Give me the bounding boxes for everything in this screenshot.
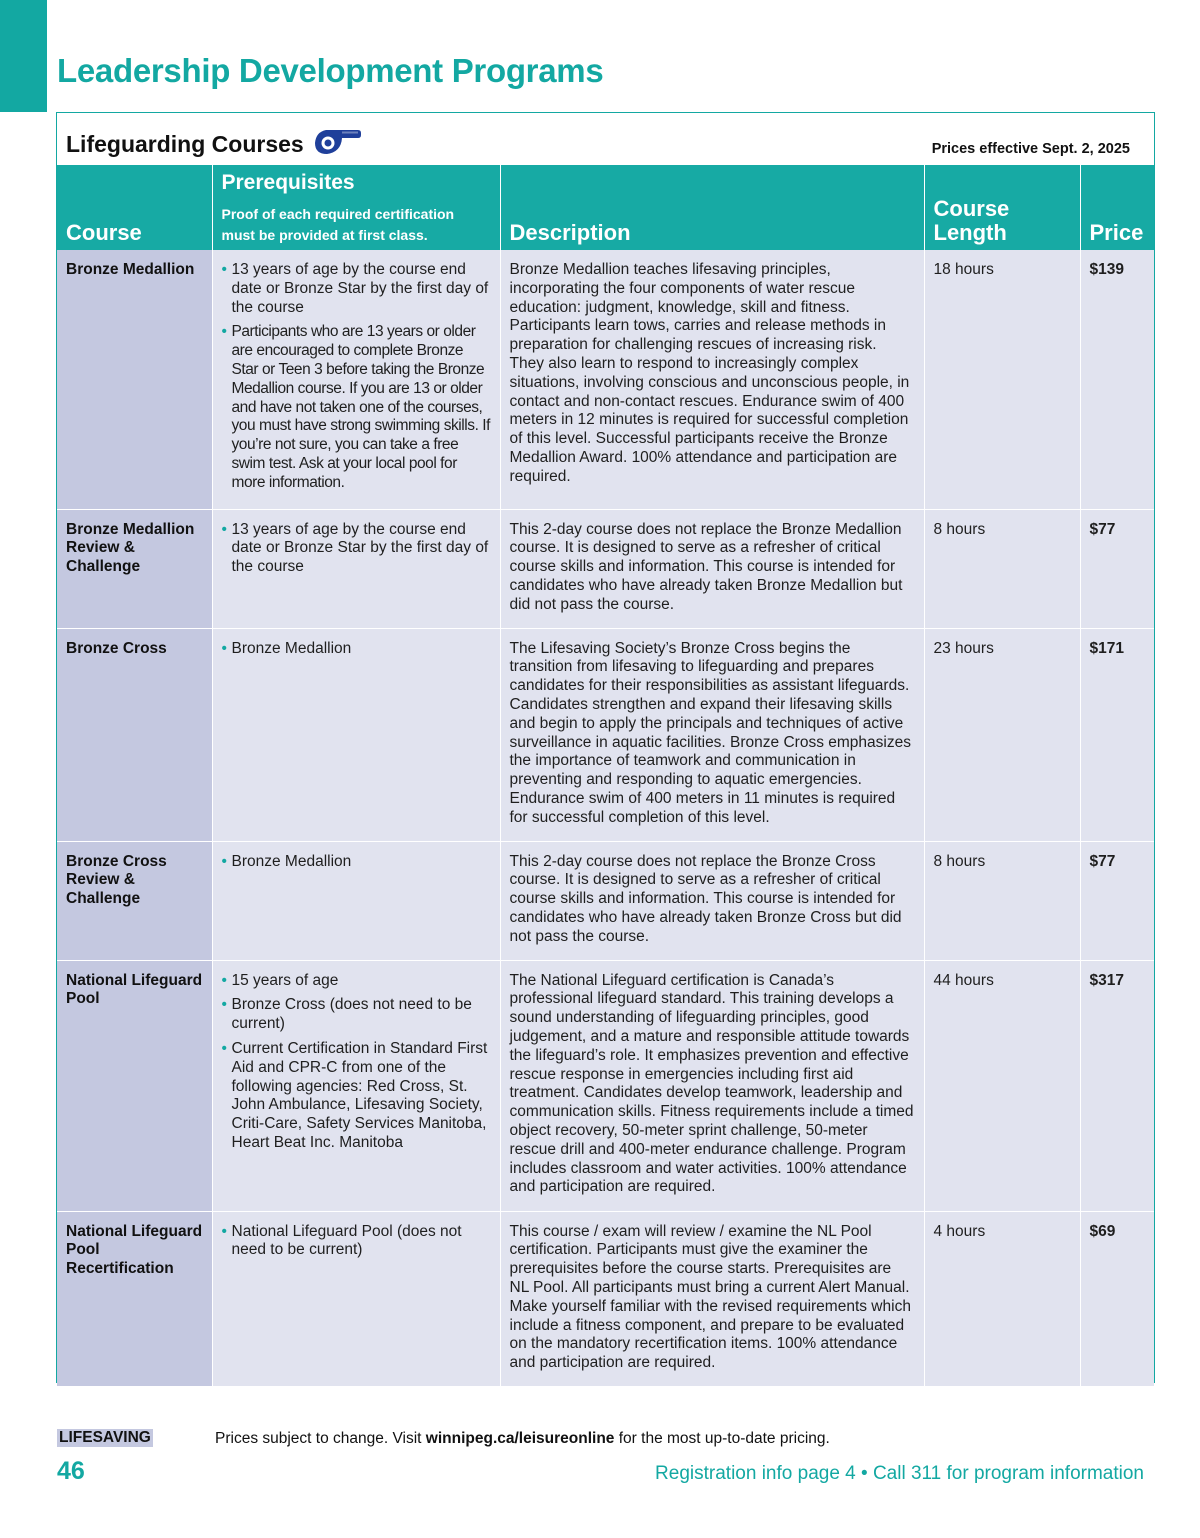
corner-tab <box>0 0 47 112</box>
page-number: 46 <box>57 1457 85 1485</box>
prerequisites-cell <box>212 841 500 960</box>
prerequisite-item: • Bronze Cross (does not need to be current) <box>222 996 491 1034</box>
table-header-row <box>57 165 1154 250</box>
course-length: 8 hours <box>924 509 1080 628</box>
pricing-note-prefix: Prices subject to change. Visit <box>215 1430 426 1447</box>
leisure-online-link[interactable]: winnipeg.ca/leisureonline <box>425 1430 615 1447</box>
header-course-length: Course Length <box>924 165 1080 250</box>
course-length: 23 hours <box>924 628 1080 841</box>
course-name: Bronze Cross <box>57 628 212 841</box>
table-row <box>57 1211 1154 1386</box>
course-length: 4 hours <box>924 1211 1080 1386</box>
course-name: Bronze Cross Review & Challenge <box>57 841 212 960</box>
prices-effective: Prices effective Sept. 2, 2025 <box>931 141 1130 157</box>
courses-table <box>57 165 1154 1386</box>
prerequisite-item: • 13 years of age by the course end date or Bronze Star by the first day of the course <box>222 521 491 577</box>
course-name: Bronze Medallion Review & Challenge <box>57 509 212 628</box>
course-description: This 2-day course does not replace the Bronze Cross course. It is designed to serve as a refresher of critical course skills and information. This course is intended for candidates who have already taken Bronze Cross but did not pass the course. <box>500 841 924 960</box>
course-name: Bronze Medallion <box>57 250 212 509</box>
course-price: $171 <box>1080 628 1154 841</box>
prerequisite-item: • 15 years of age <box>222 972 491 991</box>
prerequisites-cell <box>212 250 500 509</box>
course-price: $77 <box>1080 509 1154 628</box>
course-description: This 2-day course does not replace the Bronze Medallion course. It is designed to serve as a refresher of critical course skills and information. This course is intended for candidates who have already taken Bronze Medallion but did not pass the course. <box>500 509 924 628</box>
table-row <box>57 250 1154 509</box>
header-course: Course <box>57 165 212 250</box>
course-price: $317 <box>1080 960 1154 1211</box>
course-price: $139 <box>1080 250 1154 509</box>
prerequisite-item: • National Lifeguard Pool (does not need to be current) <box>222 1223 491 1261</box>
prerequisites-cell <box>212 1211 500 1386</box>
header-price: Price <box>1080 165 1154 250</box>
table-row <box>57 628 1154 841</box>
course-description: The National Lifeguard certification is Canada’s professional lifeguard standard. This training develops a sound understanding of lifeguarding principles, good judgement, and a mature and responsible attitude towards the lifeguard’s role. It emphasizes prevention and effective rescue response in emergencies including first aid treatment. Candidates develop teamwork, leadership and communication skills. Fitness requirements include a timed object recovery, 50-meter sprint challenge, 50-meter rescue drill and 400-meter endurance challenge. Program includes classroom and water activities. 100% attendance and participation are required. <box>500 960 924 1211</box>
header-description: Description <box>500 165 924 250</box>
header-prerequisites-note: Proof of each required certification must be provided at first class. <box>221 206 455 243</box>
table-row <box>57 509 1154 628</box>
course-price: $77 <box>1080 841 1154 960</box>
header-prerequisites-label: Prerequisites <box>221 171 355 195</box>
course-description: This course / exam will review / examine the NL Pool certification. Participants must give the examiner the prerequisites before the course starts. Prerequisites are NL Pool. All participants must bring a current Alert Manual. Make yourself familiar with the revised requirements which include a fitness component, and prepare to be evaluated on the mandatory recertification items. 100% attendance and participation are required. <box>500 1211 924 1386</box>
prerequisite-item: • Bronze Medallion <box>222 640 491 659</box>
whistle-icon <box>312 124 362 158</box>
courses-panel <box>56 112 1155 1383</box>
pricing-note-suffix: for the most up-to-date pricing. <box>614 1430 830 1447</box>
prerequisite-item: • Current Certification in Standard First Aid and CPR-C from one of the following agencies: Red Cross, St. John Ambulance, Lifesaving Society, Criti-Care, Safety Services Manitoba, Heart Beat Inc. Manitoba <box>222 1040 491 1153</box>
prerequisite-item: • Bronze Medallion <box>222 853 491 872</box>
prerequisites-list <box>222 261 491 493</box>
course-description: Bronze Medallion teaches lifesaving principles, incorporating the four components of water rescue education: judgment, knowledge, skill and fitness. Participants learn tows, carries and release methods in preparation for challenging rescues of increasing risk. They also learn to respond to increasingly complex situations, involving conscious and unconscious people, in contact and non-contact rescues. Endurance swim of 400 meters in 12 minutes is required for successful completion of this level. Successful participants receive the Bronze Medallion Award. 100% attendance and participation are required. <box>500 250 924 509</box>
prerequisites-cell <box>212 628 500 841</box>
pricing-note <box>215 1430 830 1448</box>
course-price: $69 <box>1080 1211 1154 1386</box>
table-row <box>57 960 1154 1211</box>
course-description: The Lifesaving Society’s Bronze Cross begins the transition from lifesaving to lifeguarding and prepares candidates for their responsibilities as assistant lifeguards. Candidates strengthen and expand their lifesaving skills and begin to apply the principals and techniques of active surveillance in aquatic facilities. Bronze Cross emphasizes the importance of teamwork and communication in preventing and responding to aquatic emergencies. Endurance swim of 400 meters in 11 minutes is required for successful completion of this level. <box>500 628 924 841</box>
course-length: 18 hours <box>924 250 1080 509</box>
prerequisites-list <box>222 1223 491 1261</box>
course-length: 44 hours <box>924 960 1080 1211</box>
course-length: 8 hours <box>924 841 1080 960</box>
prerequisites-list <box>222 640 491 659</box>
section-header <box>57 113 1154 165</box>
prerequisites-cell <box>212 960 500 1211</box>
section-label: LIFESAVING <box>59 1429 151 1446</box>
page-title: Leadership Development Programs <box>57 52 604 89</box>
prerequisite-item: • 13 years of age by the course end date or Bronze Star by the first day of the course <box>222 261 491 317</box>
course-name: National Lifeguard Pool Recertification <box>57 1211 212 1386</box>
registration-info: Registration info page 4 • Call 311 for program information <box>655 1463 1144 1484</box>
prerequisites-list <box>222 972 491 1153</box>
prerequisites-list <box>222 521 491 577</box>
prerequisites-list <box>222 853 491 872</box>
section-title: Lifeguarding Courses <box>66 131 304 157</box>
prerequisite-item: • Participants who are 13 years or older are encouraged to complete Bronze Star or Teen 3 before taking the Bronze Medallion course. If you are 13 or older and have not taken one of the courses, you must have strong swimming skills. If you’re not sure, you can take a free swim test. Ask at your local pool for more information. <box>222 323 491 492</box>
course-name: National Lifeguard Pool <box>57 960 212 1211</box>
table-row <box>57 841 1154 960</box>
prerequisites-cell <box>212 509 500 628</box>
header-prerequisites <box>212 165 500 250</box>
